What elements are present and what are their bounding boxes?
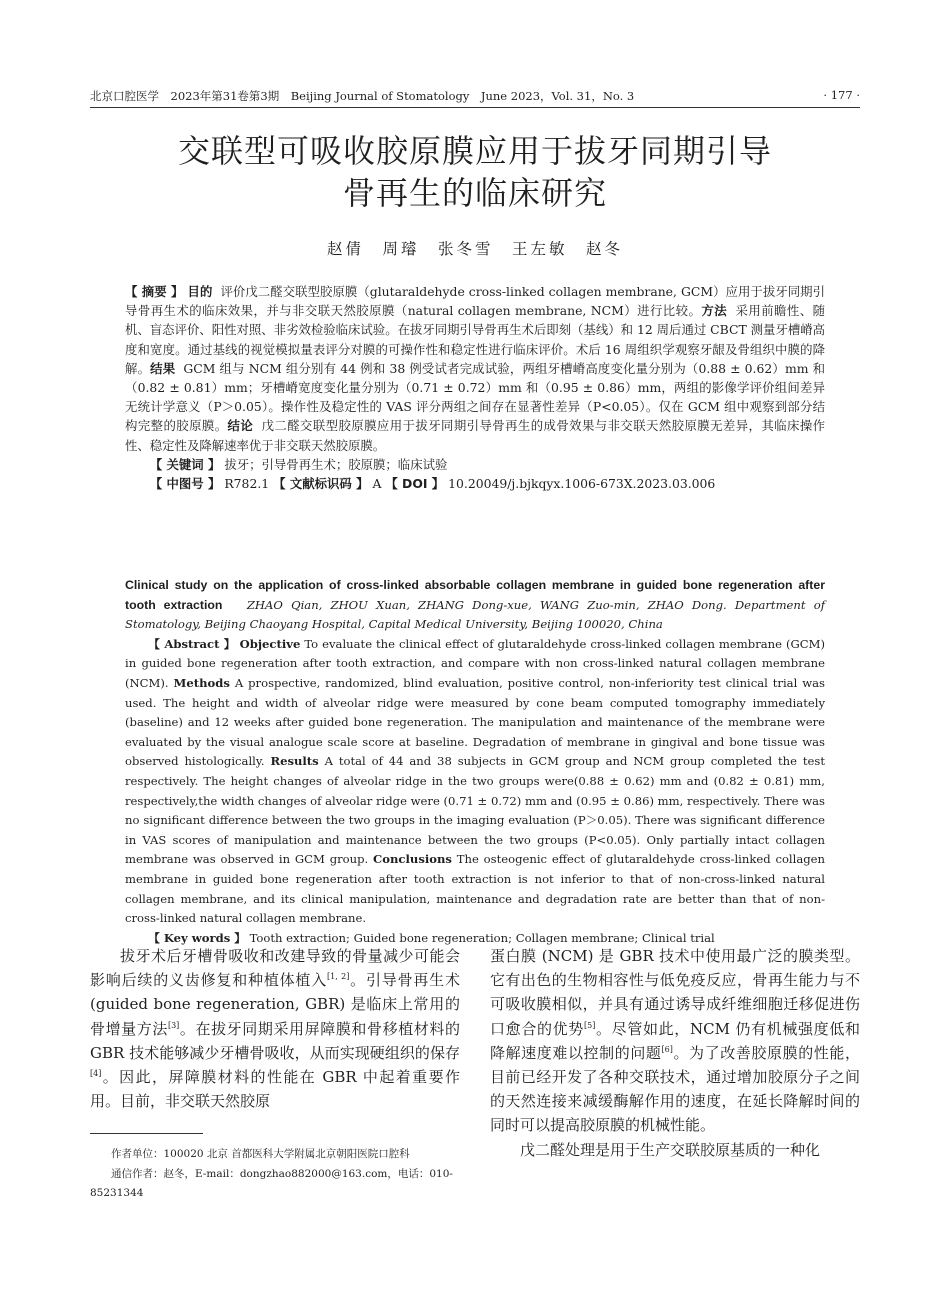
keywords-label: 【 关键词 】 — [149, 456, 221, 472]
conclusions-en-label: Conclusions — [373, 852, 452, 867]
methods-text: 采用前瞻性、随机、盲态评价、阳性对照、非劣效检验临床试验。在拔牙同期引导骨再生术后即刻（基线）和 12 周后通过 CBCT 测量牙槽嵴高度和宽度。通过基线的视觉模拟量表评分对膜的可操作性和稳定性进行临床评价。术后 16 周组织学观察牙龈及骨组织中膜的降解。 — [125, 303, 826, 376]
citation: [6] — [661, 1044, 673, 1054]
conclusions-en-text: The osteogenic effect of glutaraldehyde cross-linked collagen membrane in guided bone regeneration after tooth extraction is not inferior to that of non-cross-linked natural collagen membrane, and its clinical manipulation, maintenance and degradation rate are better than that of non-cross-linked natural collagen membrane. — [125, 852, 826, 926]
body-text: 。为了改善胶原膜的性能，目前已经开发了各种交联技术，通过增加胶原分子之间的天然连接来减缓酶解作用的速度，在延长降解时间的同时可以提高胶原膜的机械性能。 — [490, 1043, 860, 1135]
objective-en-text: To evaluate the clinical effect of glutaraldehyde cross-linked collagen membrane (GCM) in guided bone regeneration after tooth extraction, and compare with non cross-linked natural collagen membrane (NCM). — [125, 636, 826, 690]
keywords-text: 拔牙；引导骨再生术；胶原膜；临床试验 — [224, 456, 448, 472]
journal-info: 北京口腔医学 2023年第31卷第3期 Beijing Journal of Stomatology June 2023，Vol. 31，No. 3 — [90, 89, 635, 103]
body-text: 。引导骨再生术 (guided bone regeneration, GBR) 是临床上常用的骨增量方法 — [90, 971, 460, 1038]
clc-value: R782.1 — [224, 476, 270, 492]
citation: [5] — [583, 1020, 596, 1030]
keywords-line — [125, 455, 825, 474]
methods-label: 方法 — [701, 303, 728, 319]
footnote-corresponding: 通信作者：赵冬，E-mail：dongzhao882000@163.com，电话：010-85231344 — [90, 1167, 453, 1199]
doccode-value: A — [372, 476, 382, 492]
english-title: Clinical study on the application of cross-linked absorbable collagen membrane in guided bone regeneration after tooth extraction — [125, 578, 825, 612]
classification-line — [125, 474, 825, 493]
results-en-text: A total of 44 and 38 subjects in GCM group and NCM group completed the test respectively. The height changes of alveolar ridge in the two groups were(0.88 ± 0.62) mm and (0.82 ± 0.81) mm, respectively,the width changes of alveolar ridge were (0.71 ± 0.72) mm and (0.95 ± 0.86) mm, respectively. There was no significant difference between the two groups in the imaging evaluation (P＞0.05). There was significant difference in VAS scores of manipulation and maintenance between the two groups (P<0.05). Only partially intact collagen membrane was observed in GCM group. — [125, 754, 825, 867]
body-paragraph: 戊二醛处理是用于生产交联胶原基质的一种化 — [520, 1140, 821, 1159]
clc-label: 【 中图号 】 — [149, 476, 221, 492]
doccode-label: 【 文献标识码 】 — [273, 476, 369, 492]
body-paragraph — [90, 944, 460, 1113]
body-text: 。在拔牙同期采用屏障膜和骨移植材料的 GBR 技术能够减少牙槽骨吸收，从而实现硬组织的保存 — [90, 1019, 460, 1062]
body-column-right — [490, 944, 860, 1162]
body-text: 。因此，屏障膜材料的性能在 GBR 中起着重要作用。目前，非交联天然胶原 — [90, 1068, 460, 1111]
body-text: 蛋白膜 (NCM) 是 GBR 技术中使用最广泛的膜类型。它有出色的生物相容性与低免疫反应，骨再生能力与不可吸收膜相似，并具有通过诱导成纤维细胞迁移促进伤口愈合的优势 — [490, 947, 860, 1038]
author-list: 赵倩 周璿 张冬雪 王左敏 赵冬 — [326, 240, 623, 258]
results-en-label: Results — [270, 754, 319, 769]
objective-label: 目的 — [187, 284, 213, 299]
conclusion-label: 结论 — [227, 418, 254, 434]
objective-en-label: Objective — [239, 636, 301, 651]
methods-en-text: A prospective, randomized, blind evaluation, positive control, non-inferiority test clinical trial was used. The height and width of alveolar ridge were measured by cone beam computed tomography immediately (baseline) and 12 weeks after guided bone regeneration. The manipulation and maintenance of the membrane were evaluated by the visual analogue scale score at baseline. Degradation of membrane in gingival and bone tissue was observed histologically. — [125, 675, 826, 769]
results-label: 结果 — [150, 360, 176, 376]
title-line-1: 交联型可吸收胶原膜应用于拔牙同期引导 — [177, 132, 772, 170]
citation: [3] — [167, 1020, 180, 1030]
methods-en-label: Methods — [173, 675, 230, 690]
chinese-abstract — [125, 282, 825, 493]
results-text: GCM 组与 NCM 组分别有 44 例和 38 例受试者完成试验，两组牙槽嵴高度变化量分别为（0.88 ± 0.62）mm 和（0.82 ± 0.81）mm；牙槽嵴宽度变化量分别为（0.71 ± 0.72）mm 和（0.95 ± 0.86）mm，两组的影像学评价组间差异无统计学意义（P＞0.05）。操作性及稳定性的 VAS 评分两组之间存在显著性差异（P<0.05）。仅在 GCM 组中观察到部分结构完整的胶原膜。 — [125, 360, 826, 434]
english-authors: ZHAO Qian, ZHOU Xuan, ZHANG Dong-xue, WANG Zuo-min, ZHAO Dong. Department of Stomatology, Beijing Chaoyang Hospital, Capital Medical University, Beijing 100020, China — [125, 597, 825, 632]
running-header — [90, 88, 860, 108]
footnote-affiliation: 作者单位：100020 北京 首都医科大学附属北京朝阳医院口腔科 — [111, 1148, 410, 1160]
body-text: 拔牙术后牙槽骨吸收和改建导致的骨量减少可能会影响后续的义齿修复和种植体植入 — [90, 947, 460, 990]
abstract-en-label: 【 Abstract 】 — [148, 636, 236, 651]
citation: [4] — [90, 1069, 102, 1079]
footnote — [90, 1145, 460, 1204]
keywords-en-label: 【 Key words 】 — [148, 930, 246, 945]
article-title — [60, 130, 890, 214]
objective-text: 评价戊二醛交联型胶原膜（glutaraldehyde cross-linked collagen membrane, GCM）应用于拔牙同期引导骨再生术的临床效果，并与非交联天然胶原膜（natural collagen membrane, NCM）进行比较。 — [125, 284, 825, 319]
abstract-label: 【 摘要 】 — [125, 284, 184, 299]
doi-label: 【 DOI 】 — [385, 476, 445, 492]
body-text: 。尽管如此，NCM 仍有机械强度低和降解速度难以控制的问题 — [490, 1019, 860, 1062]
title-line-2: 骨再生的临床研究 — [342, 174, 607, 212]
citation: [1, 2] — [327, 972, 350, 982]
footnote-rule — [90, 1133, 203, 1134]
body-paragraph — [490, 944, 860, 1138]
keywords-en-text: Tooth extraction; Guided bone regeneration; Collagen membrane; Clinical trial — [249, 930, 715, 945]
conclusion-text: 戊二醛交联型胶原膜应用于拔牙同期引导骨再生的成骨效果与非交联天然胶原膜无差异，其临床操作性、稳定性及降解速率优于非交联天然胶原膜。 — [125, 418, 826, 453]
page-number: · 177 · — [823, 88, 860, 102]
english-abstract — [125, 576, 825, 948]
doi-value: 10.20049/j.bjkqyx.1006-673X.2023.03.006 — [448, 476, 716, 492]
body-column-left — [90, 944, 460, 1113]
